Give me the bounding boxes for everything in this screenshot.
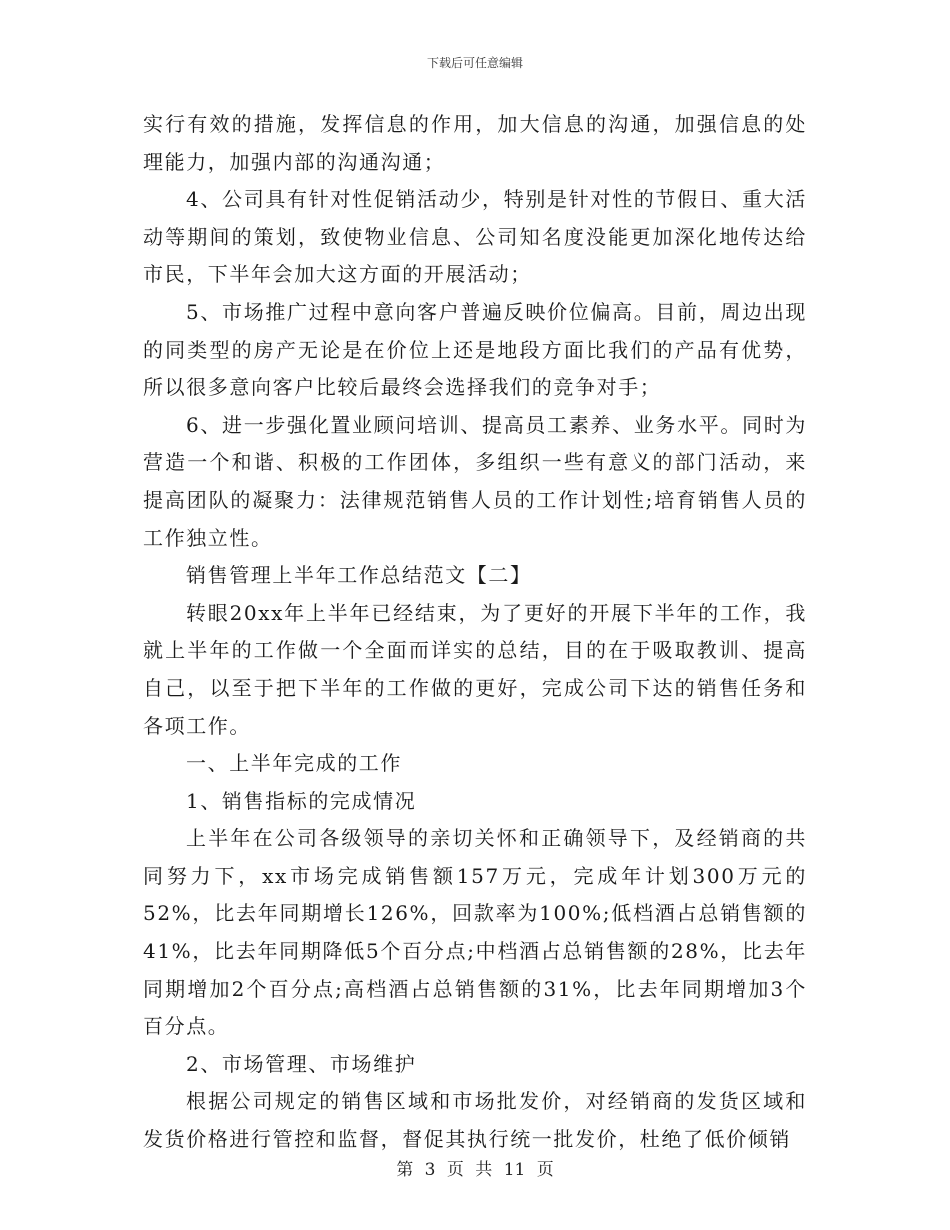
section-title: 销售管理上半年工作总结范文【二】 bbox=[186, 563, 532, 588]
heading-level-2-market-management: 2、市场管理、市场维护 bbox=[186, 1051, 417, 1076]
paragraph-item-4: 4、公司具有针对性促销活动少，特别是针对性的节假日、重大活动等期间的策划，致使物业信息、公司知名度没能更加深化地传达给市民，下半年会加大这方面的开展活动； bbox=[143, 187, 807, 287]
heading-level-2-sales-targets: 1、销售指标的完成情况 bbox=[186, 788, 417, 813]
paragraph-item-5: 5、市场推广过程中意向客户普遍反映价位偏高。目前，周边出现的同类型的房产无论是在价位上还是地段方面比我们的产品有优势，所以很多意向客户比较后最终会选择我们的竞争对手； bbox=[143, 299, 807, 400]
paragraph-item-6: 6、进一步强化置业顾问培训、提高员工素养、业务水平。同时为营造一个和谐、积极的工作团体，多组织一些有意义的部门活动，来提高团队的凝聚力：法律规范销售人员的工作计划性;培育销售人员的工作独立性。 bbox=[143, 412, 807, 550]
page-header: 下载后可任意编辑 bbox=[426, 56, 523, 70]
paragraph-sales-figures: 上半年在公司各级领导的亲切关怀和正确领导下，及经销商的共同努力下，xx市场完成销售额157万元，完成年计划300万元的52%，比去年同期增长126%，回款率为100%;低档酒占总销售额的41%，比去年同期降低5个百分点;中档酒占总销售额的28%，比去年同期增加2个百分点;高档酒占总销售额的31%，比去年同期增加3个百分点。 bbox=[143, 826, 807, 1039]
page-number: 第 3 页 共 11 页 bbox=[396, 1160, 554, 1180]
document-body bbox=[143, 106, 807, 1159]
paragraph-intro: 转眼20xx年上半年已经结束，为了更好的开展下半年的工作，我就上半年的工作做一个全面而详实的总结，目的在于吸取教训、提高自己，以至于把下半年的工作做的更好，完成公司下达的销售任务和各项工作。 bbox=[143, 600, 807, 738]
paragraph-market-management: 根据公司规定的销售区域和市场批发价，对经销商的发货区域和发货价格进行管控和监督，督促其执行统一批发价，杜绝了低价倾销 bbox=[143, 1089, 807, 1152]
heading-level-1: 一、上半年完成的工作 bbox=[186, 751, 402, 776]
paragraph-continued: 实行有效的措施，发挥信息的作用，加大信息的沟通，加强信息的处理能力，加强内部的沟通沟通； bbox=[143, 112, 807, 174]
